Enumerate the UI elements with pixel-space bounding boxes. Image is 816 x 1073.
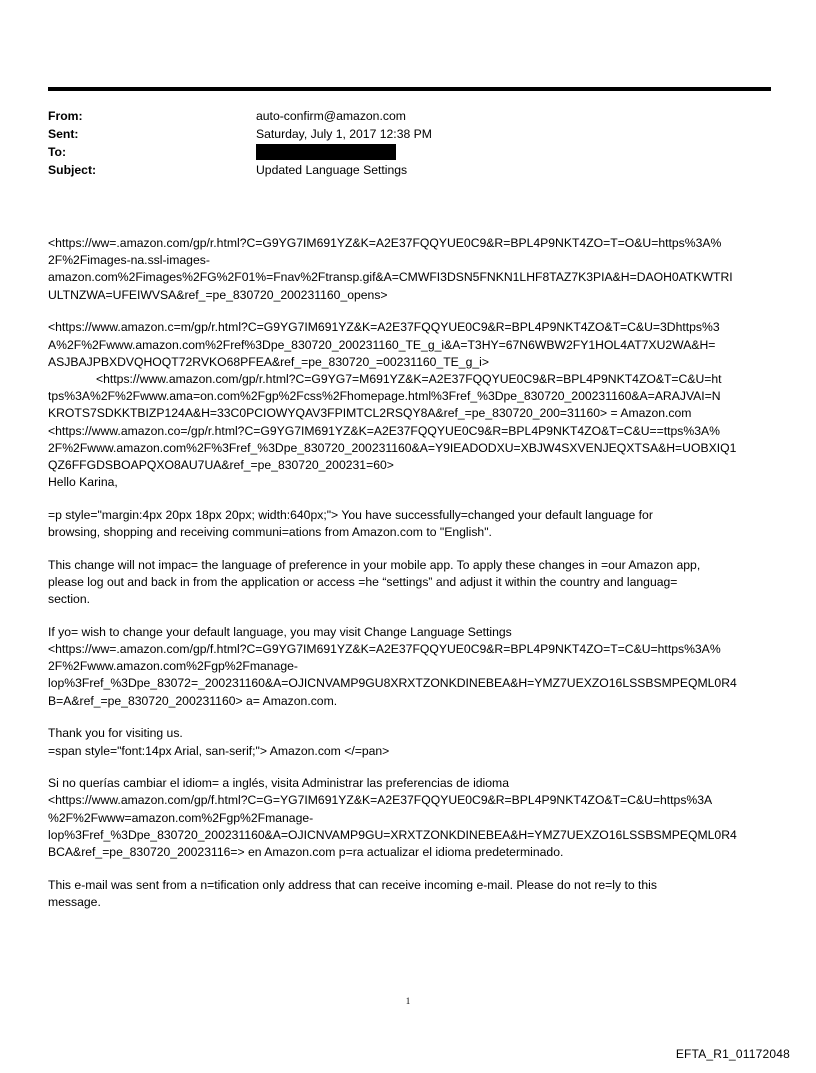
body-paragraph-spanish — [48, 775, 776, 861]
from-value: auto-confirm@amazon.com — [256, 109, 406, 123]
body-line: ASJBAJPBXDVQHOQT72RVKO68PFEA&ref_=pe_830720_=00231160_TE_g_i> — [48, 354, 489, 369]
page-number: 1 — [405, 996, 411, 1006]
body-line: tps%3A%2F%2Fwww.ama=on.com%2Fgp%2Fcss%2Fhomepage.html%3Fref_%3Dpe_830720_200231160&A=ARAJVAI=N — [48, 389, 721, 404]
body-line: Si no querías cambiar el idiom= a inglés, visita Administrar las preferencias de idioma — [48, 776, 509, 791]
body-line: 2F%2Fwww.amazon.com%2Fgp%2Fmanage- — [48, 659, 298, 674]
body-line: B=A&ref_=pe_830720_200231160> a= Amazon.com. — [48, 693, 338, 708]
body-line: <https://ww=.amazon.com/gp/f.html?C=G9YG7IM691YZ&K=A2E37FQQYUE0C9&R=BPL4P9NKT4ZO=T=C&U=https%3A% — [48, 642, 721, 657]
body-line: BCA&ref_=pe_830720_20023116=> en Amazon.com p=ra actualizar el idioma predeterminado. — [48, 845, 564, 860]
sent-value: Saturday, July 1, 2017 12:38 PM — [256, 127, 432, 141]
email-body — [48, 235, 776, 927]
header-rule — [48, 87, 771, 91]
body-line: Thank you for visiting us. — [48, 726, 183, 741]
body-line: section. — [48, 592, 91, 607]
body-line: <https://www.amazon.co=/gp/r.html?C=G9YG7IM691YZ&K=A2E37FQQYUE0C9&R=BPL4P9NKT4ZO&T=C&U==ttps%3A% — [48, 423, 720, 438]
to-label: To: — [48, 145, 67, 159]
body-line: If yo= wish to change your default language, you may visit Change Language Settings — [48, 624, 512, 639]
body-paragraph-notice — [48, 877, 776, 911]
bates-number: EFTA_R1_01172048 — [675, 1047, 790, 1061]
subject-value: Updated Language Settings — [256, 163, 408, 177]
subject-label: Subject: — [48, 163, 97, 177]
body-line: <https://www.amazon.c=m/gp/r.html?C=G9YG7IM691YZ&K=A2E37FQQYUE0C9&R=BPL4P9NKT4ZO&T=C&U=3Dhttps%3 — [48, 320, 720, 335]
body-line-indented: <https://www.amazon.com/gp/r.html?C=G9YG7=M691YZ&K=A2E37FQQYUE0C9&R=BPL4P9NKT4ZO&T=C&U=ht — [96, 371, 722, 386]
body-paragraph-mobile-app — [48, 557, 776, 609]
body-line: <https://ww=.amazon.com/gp/r.html?C=G9YG7IM691YZ&K=A2E37FQQYUE0C9&R=BPL4P9NKT4ZO=T=O&U=https%3A% — [48, 236, 722, 250]
body-line: 2F%2Fwww.amazon.com%2F%3Fref_%3Dpe_830720_200231160&A=Y9IEADODXU=XBJW4SXVENJEQXTSA&H=UOBXIQ1 — [48, 440, 737, 455]
body-line: amazon.com%2Fimages%2FG%2F01%=Fnav%2Ftransp.gif&A=CMWFI3DSN5FNKN1LHF8TAZ7K3PIA&H=DAOH0ATKWTRI — [48, 270, 733, 285]
body-paragraph-thanks — [48, 725, 776, 759]
greeting: Hello Karina, — [48, 475, 118, 490]
body-line: %2F%2Fwww=amazon.com%2Fgp%2Fmanage- — [48, 810, 314, 825]
body-line: 2F%2Fimages-na.ssl-images- — [48, 253, 210, 268]
body-line: browsing, shopping and receiving communi=ations from Amazon.com to "English". — [48, 525, 492, 540]
body-line: lop%3Fref_%3Dpe_83072=_200231160&A=OJICNVAMP9GU8XRXTZONKDINEBEA&H=YMZ7UEXZO16LSSBSMPEQML0R4 — [48, 676, 737, 691]
body-line: A%2F%2Fwww.amazon.com%2Fref%3Dpe_830720_200231160_TE_g_i&A=T3HY=67N6WBW2FY1HOL4AT7XU2WA&H= — [48, 337, 716, 352]
body-line: =p style="margin:4px 20px 18px 20px; width:640px;"> You have successfully=changed your default language for — [48, 507, 653, 522]
body-line: KROTS7SDKKTBIZP124A&H=33C0PCIOWYQAV3FPIMTCL2RSQY8A&ref_=pe_830720_200=31160> = Amazon.com — [48, 406, 692, 421]
body-paragraph-confirmation — [48, 507, 776, 541]
body-paragraph-change-settings — [48, 624, 776, 710]
body-line: =span style="font:14px Arial, san-serif;"> Amazon.com </=pan> — [48, 743, 390, 758]
body-line: message. — [48, 895, 101, 909]
body-line: QZ6FFGDSBOAPQXO8AU7UA&ref_=pe_830720_200231=60> — [48, 457, 394, 472]
body-line: please log out and back in from the application or access =he “settings” and adjust it within the country and languag= — [48, 574, 678, 589]
body-line: This change will not impac= the language of preference in your mobile app. To apply these changes in =our Amazon app, — [48, 557, 701, 572]
body-paragraph-tracking-pixel — [48, 235, 776, 304]
body-line: lop%3Fref_%3Dpe_830720_200231160&A=OJICNVAMP9GU=XRXTZONKDINEBEA&H=YMZ7UEXZO16LSSBSMPEQML0R4 — [48, 827, 737, 842]
redaction-block — [256, 144, 396, 160]
sent-label: Sent: — [48, 127, 79, 141]
body-line: <https://www.amazon.com/gp/f.html?C=G=YG7IM691YZ&K=A2E37FQQYUE0C9&R=BPL4P9NKT4ZO&T=C&U=https%3A — [48, 793, 713, 808]
body-paragraph-links — [48, 319, 776, 491]
from-label: From: — [48, 109, 83, 123]
body-line: ULTNZWA=UFEIWVSA&ref_=pe_830720_200231160_opens> — [48, 287, 388, 302]
body-line: This e-mail was sent from a n=tification only address that can receive incoming e-mail. Please do not re=ly to this — [48, 877, 657, 892]
